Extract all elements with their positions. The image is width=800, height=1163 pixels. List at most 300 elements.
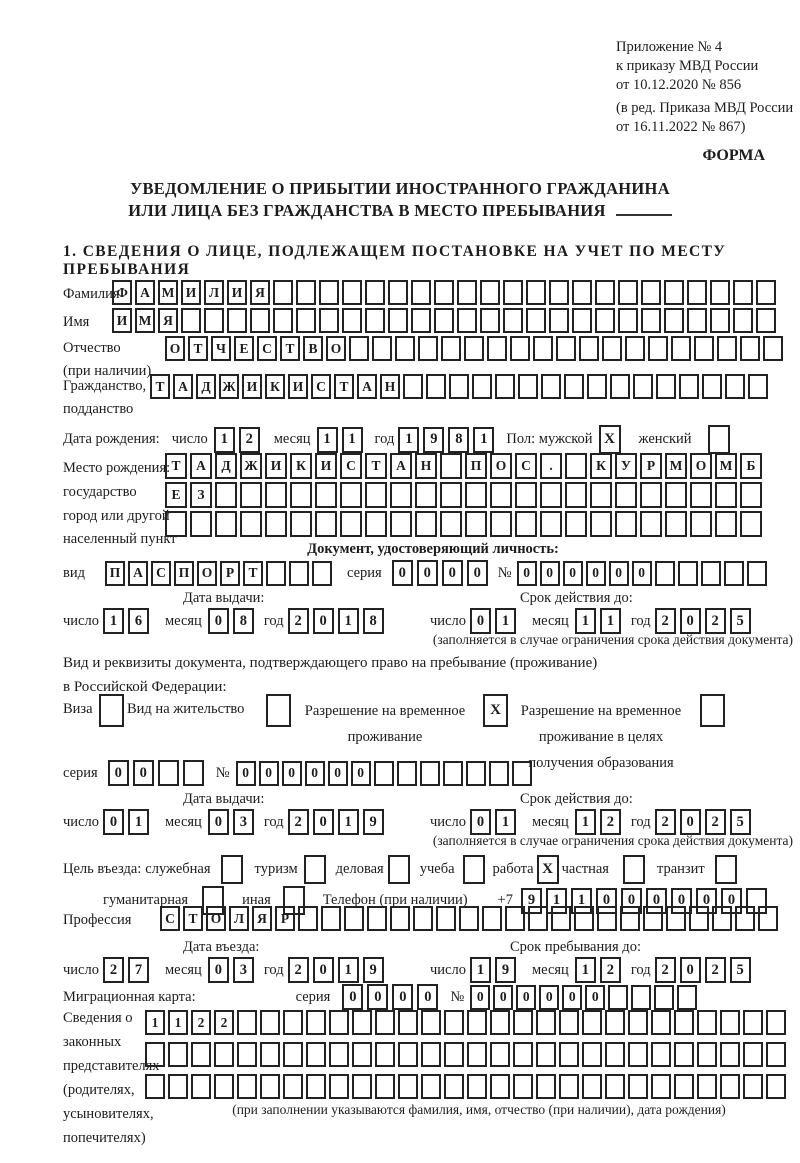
char-cell	[551, 906, 571, 931]
char-cell: Е	[234, 336, 254, 361]
char-cell	[690, 482, 712, 508]
char-cell	[615, 511, 637, 537]
temp-residence-edu-label	[517, 698, 685, 776]
char-cell	[490, 482, 512, 508]
valid-day-cells	[470, 608, 520, 634]
char-cell: К	[590, 453, 612, 479]
char-cell	[260, 1042, 280, 1067]
char-cell	[227, 308, 247, 333]
birth-day-cells	[214, 427, 264, 453]
amend-line: от 16.11.2022 № 867)	[616, 119, 746, 135]
char-cell	[766, 1010, 786, 1035]
char-cell	[181, 308, 201, 333]
char-cell	[565, 482, 587, 508]
char-cell: 1	[398, 427, 419, 453]
char-cell	[289, 561, 309, 586]
char-cell: 5	[730, 957, 751, 983]
char-cell	[398, 1042, 418, 1067]
char-cell	[283, 1042, 303, 1067]
forma-label: ФОРМА	[702, 147, 765, 164]
char-cell	[290, 482, 312, 508]
char-cell: 1	[168, 1010, 188, 1035]
char-cell	[413, 906, 433, 931]
char-cell	[694, 336, 714, 361]
char-cell: Т	[188, 336, 208, 361]
char-cell	[628, 1074, 648, 1099]
char-cell: 1	[145, 1010, 165, 1035]
char-cell: 0	[721, 888, 742, 914]
char-cell: Р	[640, 453, 662, 479]
char-cell	[540, 511, 562, 537]
representatives-label-line: представителях	[63, 1058, 160, 1074]
char-cell	[710, 280, 730, 305]
char-cell	[465, 482, 487, 508]
annex-line: к приказу МВД России	[616, 58, 759, 74]
char-cell	[411, 280, 431, 305]
char-cell: 0	[696, 888, 717, 914]
char-cell: А	[173, 374, 193, 399]
char-cell: Т	[165, 453, 187, 479]
char-cell	[490, 1042, 510, 1067]
char-cell	[457, 280, 477, 305]
char-cell	[283, 1010, 303, 1035]
temp-residence-edu-line1: Разрешение на временное	[520, 703, 682, 719]
char-cell: 2	[705, 809, 726, 835]
char-cell: 0	[442, 560, 463, 586]
temp-residence-label	[299, 698, 471, 750]
char-cell	[615, 482, 637, 508]
char-cell: Я	[252, 906, 272, 931]
char-cell	[582, 1010, 602, 1035]
char-cell: 1	[575, 957, 596, 983]
day-label: число	[430, 813, 466, 830]
birth-place-cells-row3	[165, 511, 765, 537]
char-cell	[329, 1042, 349, 1067]
residence-issue-year-cells	[288, 809, 388, 835]
char-cell	[421, 1042, 441, 1067]
char-cell: С	[340, 453, 362, 479]
char-cell: 0	[470, 809, 491, 835]
visa-label: Виза	[63, 701, 93, 717]
char-cell	[590, 511, 612, 537]
char-cell	[444, 1010, 464, 1035]
char-cell	[565, 511, 587, 537]
valid-year-cells	[655, 608, 755, 634]
char-cell: 0	[259, 761, 279, 786]
residence-issue-date-group	[63, 809, 388, 835]
char-cell	[168, 1042, 188, 1067]
char-cell	[582, 1074, 602, 1099]
char-cell	[595, 308, 615, 333]
char-cell: У	[615, 453, 637, 479]
char-cell	[740, 336, 760, 361]
char-cell: П	[174, 561, 194, 586]
residence-permit-checkbox	[266, 694, 291, 727]
char-cell	[671, 336, 691, 361]
char-cell: 0	[517, 561, 537, 586]
char-cell: О	[326, 336, 346, 361]
char-cell	[674, 1074, 694, 1099]
char-cell	[574, 906, 594, 931]
char-cell: 2	[239, 427, 260, 453]
char-cell: 8	[448, 427, 469, 453]
month-label: месяц	[531, 612, 569, 629]
char-cell	[717, 336, 737, 361]
char-cell	[651, 1042, 671, 1067]
purpose-label: Цель въезда:	[63, 861, 142, 877]
char-cell: И	[242, 374, 262, 399]
char-cell: 0	[313, 809, 334, 835]
char-cell: 0	[467, 560, 488, 586]
char-cell	[344, 906, 364, 931]
char-cell: 1	[473, 427, 494, 453]
char-cell	[367, 906, 387, 931]
char-cell	[237, 1042, 257, 1067]
valid-until-label: Срок действия до:	[520, 590, 633, 606]
char-cell	[526, 280, 546, 305]
char-cell	[579, 336, 599, 361]
amend-line: (в ред. Приказа МВД России	[616, 100, 794, 116]
char-cell	[290, 511, 312, 537]
char-cell	[329, 1010, 349, 1035]
annex-line: Приложение № 4	[616, 39, 723, 55]
char-cell: 2	[655, 809, 676, 835]
char-cell	[587, 374, 607, 399]
char-cell	[697, 1074, 717, 1099]
birth-place-label: Место рождения:	[63, 460, 171, 476]
char-cell: 3	[233, 957, 254, 983]
issue-month-cells	[208, 608, 258, 634]
char-cell: Я	[250, 280, 270, 305]
char-cell: 0	[313, 608, 334, 634]
char-cell	[365, 482, 387, 508]
identity-issue-date-group	[63, 608, 388, 634]
entry-purpose-row1	[63, 855, 737, 884]
char-cell	[712, 906, 732, 931]
char-cell: 0	[563, 561, 583, 586]
char-cell	[168, 1074, 188, 1099]
char-cell	[495, 374, 515, 399]
char-cell: 0	[562, 985, 582, 1010]
char-cell: О	[197, 561, 217, 586]
char-cell	[664, 280, 684, 305]
char-cell: 7	[128, 957, 149, 983]
char-cell	[444, 1074, 464, 1099]
char-cell	[549, 308, 569, 333]
char-cell: А	[390, 453, 412, 479]
citizenship-cells	[150, 374, 771, 399]
char-cell: 0	[470, 608, 491, 634]
char-cell	[490, 1074, 510, 1099]
year-label: год	[630, 813, 651, 830]
char-cell	[666, 906, 686, 931]
purpose-tourism-label: туризм	[254, 861, 298, 877]
char-cell	[715, 482, 737, 508]
char-cell: 1	[571, 888, 592, 914]
char-cell	[656, 374, 676, 399]
char-cell	[559, 1010, 579, 1035]
residence-number-cells	[236, 761, 535, 786]
char-cell	[215, 482, 237, 508]
char-cell: 2	[600, 809, 621, 835]
day-label: число	[63, 612, 99, 629]
char-cell	[372, 336, 392, 361]
sex-female-label: женский	[638, 431, 692, 447]
char-cell	[679, 374, 699, 399]
char-cell	[513, 1010, 533, 1035]
char-cell: 8	[233, 608, 254, 634]
char-cell: Т	[183, 906, 203, 931]
char-cell: 1	[338, 957, 359, 983]
year-label: год	[630, 612, 651, 629]
stay-until-label: Срок пребывания до:	[510, 939, 641, 955]
char-cell: С	[151, 561, 171, 586]
char-cell	[610, 374, 630, 399]
char-cell	[640, 511, 662, 537]
issue-day-cells	[103, 608, 153, 634]
char-cell	[651, 1010, 671, 1035]
char-cell: 1	[338, 809, 359, 835]
char-cell: И	[265, 453, 287, 479]
char-cell: А	[190, 453, 212, 479]
residence-issue-month-cells	[208, 809, 258, 835]
char-cell	[411, 308, 431, 333]
doc-number-cells	[517, 561, 770, 586]
char-cell	[482, 906, 502, 931]
char-cell	[602, 336, 622, 361]
month-label: месяц	[164, 961, 202, 978]
char-cell: 0	[516, 985, 536, 1010]
day-label: число	[171, 431, 208, 447]
char-cell	[375, 1042, 395, 1067]
profession-label: Профессия	[63, 912, 132, 928]
year-label: год	[630, 961, 651, 978]
doc-kind-label: вид	[63, 564, 85, 581]
char-cell: И	[288, 374, 308, 399]
char-cell	[665, 511, 687, 537]
char-cell: 0	[392, 984, 413, 1010]
char-cell	[743, 1010, 763, 1035]
visa-checkbox	[99, 694, 124, 727]
char-cell: С	[160, 906, 180, 931]
char-cell	[480, 280, 500, 305]
char-cell: 0	[493, 985, 513, 1010]
char-cell: 2	[288, 608, 309, 634]
char-cell	[395, 336, 415, 361]
purpose-transit-checkbox	[715, 855, 737, 884]
char-cell	[237, 1010, 257, 1035]
char-cell: 1	[470, 957, 491, 983]
temp-residence-checkbox: X	[483, 694, 508, 727]
representatives-label-line: законных	[63, 1034, 122, 1050]
char-cell: 2	[705, 608, 726, 634]
birth-place-label2: государство	[63, 484, 137, 500]
char-cell	[541, 374, 561, 399]
issue-date-label: Дата выдачи:	[183, 791, 265, 807]
char-cell	[266, 561, 286, 586]
char-cell	[467, 1042, 487, 1067]
char-cell	[512, 761, 532, 786]
char-cell	[559, 1042, 579, 1067]
char-cell	[342, 308, 362, 333]
char-cell	[390, 906, 410, 931]
char-cell: 2	[288, 957, 309, 983]
char-cell	[665, 482, 687, 508]
char-cell: 0	[470, 985, 490, 1010]
char-cell	[349, 336, 369, 361]
char-cell	[449, 374, 469, 399]
char-cell	[740, 511, 762, 537]
char-cell: Т	[280, 336, 300, 361]
char-cell	[536, 1010, 556, 1035]
residence-valid-month-cells	[575, 809, 625, 835]
char-cell	[628, 1010, 648, 1035]
char-cell: 1	[600, 608, 621, 634]
char-cell	[687, 280, 707, 305]
char-cell	[388, 280, 408, 305]
char-cell	[710, 308, 730, 333]
char-cell	[620, 906, 640, 931]
char-cell: Р	[275, 906, 295, 931]
char-cell	[260, 1074, 280, 1099]
char-cell: 0	[351, 761, 371, 786]
purpose-private-checkbox	[623, 855, 645, 884]
char-cell	[720, 1010, 740, 1035]
char-cell	[766, 1074, 786, 1099]
birth-place-cells-row1	[165, 453, 765, 479]
char-cell	[758, 906, 778, 931]
char-cell	[747, 561, 767, 586]
char-cell	[296, 280, 316, 305]
char-cell	[340, 482, 362, 508]
given-name-cells	[112, 308, 779, 333]
char-cell: О	[690, 453, 712, 479]
char-cell: 1	[317, 427, 338, 453]
char-cell	[265, 511, 287, 537]
purpose-tourism-checkbox	[304, 855, 326, 884]
char-cell: М	[135, 308, 155, 333]
char-cell: К	[290, 453, 312, 479]
char-cell	[633, 374, 653, 399]
char-cell: Т	[334, 374, 354, 399]
char-cell: 2	[214, 1010, 234, 1035]
entry-date-group	[63, 957, 388, 983]
stay-year-cells	[655, 957, 755, 983]
char-cell	[365, 511, 387, 537]
char-cell	[145, 1042, 165, 1067]
given-name-label: Имя	[63, 314, 90, 330]
char-cell: 6	[128, 608, 149, 634]
patronymic-label: Отчество	[63, 340, 121, 356]
char-cell	[352, 1074, 372, 1099]
char-cell: 0	[671, 888, 692, 914]
char-cell	[390, 511, 412, 537]
birth-month-cells	[317, 427, 367, 453]
series-label: серия	[346, 564, 382, 581]
char-cell: Л	[229, 906, 249, 931]
char-cell: 2	[705, 957, 726, 983]
char-cell	[740, 482, 762, 508]
char-cell: З	[190, 482, 212, 508]
char-cell	[315, 482, 337, 508]
residence-issue-day-cells	[103, 809, 153, 835]
char-cell	[641, 280, 661, 305]
migration-card-label: Миграционная карта:	[63, 988, 196, 1005]
citizenship-label2: подданство	[63, 401, 134, 417]
char-cell	[375, 1074, 395, 1099]
char-cell: 0	[632, 561, 652, 586]
char-cell	[528, 906, 548, 931]
char-cell: Н	[380, 374, 400, 399]
char-cell	[643, 906, 663, 931]
char-cell	[536, 1074, 556, 1099]
char-cell: Ж	[240, 453, 262, 479]
validity-note: (заполняется в случае ограничения срока действия документа)	[432, 632, 793, 647]
stay-day-cells	[470, 957, 520, 983]
residence-doc-intro1: Вид и реквизиты документа, подтверждающего право на пребывание (проживание)	[63, 655, 598, 671]
doc-kind-cells	[105, 561, 335, 586]
month-label: месяц	[273, 431, 311, 447]
char-cell: 0	[621, 888, 642, 914]
patronymic-label2: (при наличии)	[63, 363, 152, 379]
representatives-label-line: (родителях,	[63, 1082, 135, 1098]
char-cell	[158, 760, 179, 786]
char-cell	[640, 482, 662, 508]
char-cell	[605, 1010, 625, 1035]
char-cell: 1	[575, 809, 596, 835]
representatives-label-line: попечителях)	[63, 1130, 146, 1146]
char-cell: 2	[600, 957, 621, 983]
entry-date-label: Дата въезда:	[183, 939, 260, 955]
purpose-other-label: иная	[242, 892, 271, 908]
residence-doc-intro2: в Российской Федерации:	[63, 679, 227, 695]
char-cell: 5	[730, 809, 751, 835]
char-cell	[190, 511, 212, 537]
char-cell	[595, 280, 615, 305]
char-cell: Т	[365, 453, 387, 479]
char-cell: 1	[342, 427, 363, 453]
char-cell	[365, 308, 385, 333]
char-cell	[390, 482, 412, 508]
char-cell	[464, 336, 484, 361]
char-cell	[513, 1042, 533, 1067]
char-cell: 0	[133, 760, 154, 786]
char-cell: Е	[165, 482, 187, 508]
char-cell: А	[357, 374, 377, 399]
phone-label: Телефон (при наличии)	[322, 892, 468, 908]
temp-residence-line1: Разрешение на временное	[304, 703, 466, 719]
annex-line: от 10.12.2020 № 856	[616, 77, 742, 93]
residence-doc-series-row	[63, 760, 535, 786]
purpose-study-label: учеба	[419, 861, 455, 877]
birth-place-cells-row2	[165, 482, 765, 508]
month-label: месяц	[531, 813, 569, 830]
char-cell	[689, 906, 709, 931]
char-cell	[590, 482, 612, 508]
char-cell: 9	[495, 957, 516, 983]
number-label: №	[215, 764, 230, 781]
char-cell	[397, 761, 417, 786]
purpose-official-label: служебная	[145, 861, 211, 877]
stay-month-cells	[575, 957, 625, 983]
purpose-business-checkbox	[388, 855, 410, 884]
char-cell: 0	[236, 761, 256, 786]
residence-series-cells	[108, 760, 208, 786]
char-cell	[145, 1074, 165, 1099]
char-cell: 1	[575, 608, 596, 634]
char-cell	[556, 336, 576, 361]
char-cell	[306, 1042, 326, 1067]
